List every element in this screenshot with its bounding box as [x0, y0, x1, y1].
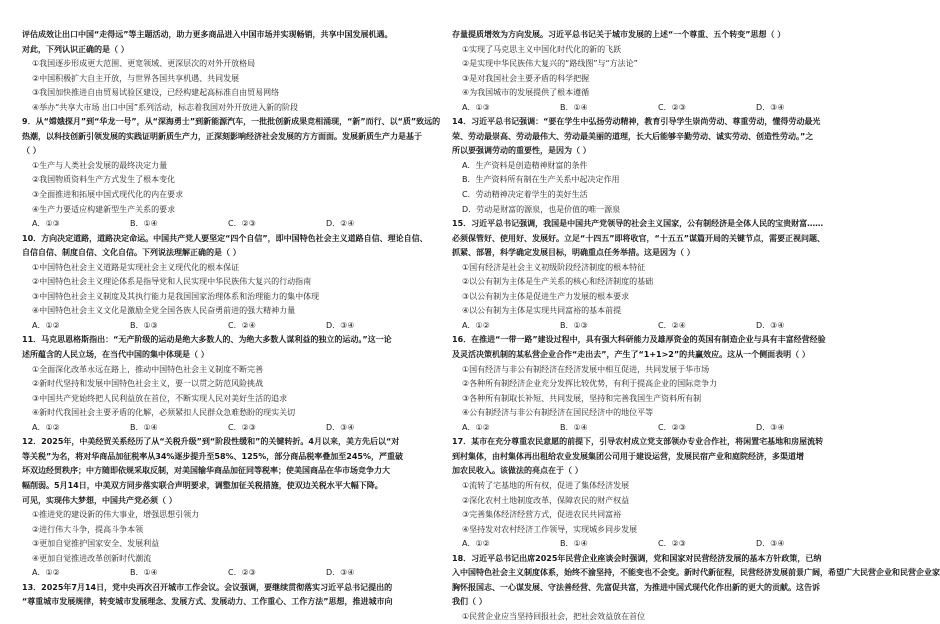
answer-choice: A．①②	[462, 320, 490, 330]
answer-choice: C．②③	[228, 568, 256, 578]
question-line: 存量提质增效为方向发展。习近平总书记关于城市发展的上述“一个尊重、五个转变”思想（ ）	[452, 30, 786, 39]
question-line: “尊重城市发展规律，转变城市发展理念、发展方式、发展动力、工作重心、工作方法”思想，推进城市向	[22, 597, 393, 607]
option-line: ①国有经济与非公有制经济在经济发展中相互促进，共同发展于华市场	[462, 364, 710, 374]
option-line: ①民营企业应当坚持回报社会，把社会效益放在首位	[462, 611, 646, 621]
question-line: 17．某市在充分尊重农民意愿的前提下，引导农村成立党支部领办专业合作社，将闲置宅基地和房屋流转	[452, 437, 824, 447]
option-line: ④举办“共享大市场 出口中国”系列活动，标志着我国对外开放进入新的阶段	[32, 102, 299, 112]
question-line: 到村集体，由村集体再出租给农业发展集团公司用于建设运营，发展民宿产业和庭院经济，多渠道增	[452, 451, 804, 461]
option-line: ④公有制经济与非公有制经济在国民经济中的地位平等	[462, 408, 654, 418]
question-line: 入中国特色社会主义制度体系，始终不渝坚持，不能变也不会变。新时代新征程，民营经济发展前景广阔，希望广大民营企业和民营企业家	[452, 568, 940, 578]
question-line: 等关税”为名，将对华商品加征税率从34%逐步提升至58%、125%，部分商品税率叠加至245%，严重破	[22, 451, 403, 461]
question-line: 9．从“嫦娥探月”到“华龙一号”，从“深海勇士”到新能源汽车，一批批创新成果竞相涌现，“新”而行、以“质”致远的	[22, 117, 441, 127]
option-line: ③以公有制为主体是促进生产力发展的根本要求	[462, 291, 630, 301]
answer-choice: C．②③	[658, 422, 686, 432]
answer-choices	[452, 101, 854, 116]
option-line: ①流转了宅基地的所有权，促进了集体经济发展	[462, 480, 630, 490]
answer-choice: A．①③	[32, 219, 60, 229]
option-line: C．劳动精神决定着学生的美好生活	[462, 190, 588, 200]
option-line: ①中国特色社会主义道路是实现社会主义现代化的根本保证	[32, 262, 240, 272]
answer-choice: A．①②	[32, 320, 60, 330]
right-column	[452, 28, 940, 624]
question-line: 所以要强调劳动的重要性，是因为（ ）	[452, 146, 591, 156]
question-line: 可见，实现伟大梦想，中国共产党必须（ ）	[22, 495, 177, 505]
option-line: ②以公有制为主体是生产关系的核心和经济制度的基础	[462, 277, 654, 287]
option-line: ④为我国城市的发展提供了根本遵循	[462, 88, 590, 98]
left-column	[22, 28, 441, 610]
option-line: ④更加自觉推进改革创新时代潮流	[32, 553, 152, 563]
option-line: ①我国逐步形成更大范围、更宽领域、更深层次的对外开放格局	[32, 59, 256, 69]
option-line: ③中国特色社会主义制度及其执行能力是我国国家治理体系和治理能力的集中体现	[32, 291, 320, 301]
answer-choice: B．①④	[130, 568, 158, 578]
question-line: 及灵活决策机制的某私营企业合作“走出去”，产生了“1+1>2”的共赢效应。这从一个侧面表明（ ）	[452, 350, 810, 360]
question-line: 11．马克思恩格斯指出：“无产阶级的运动是绝大多数人的、为绝大多数人谋利益的独立的运动。”这一论	[22, 335, 392, 345]
question-line: 荣、劳动最崇高、劳动最伟大、劳动最美丽的道理，长大后能够辛勤劳动、诚实劳动、创造性劳动。”之	[452, 131, 814, 141]
option-line: ②进行伟大斗争，提高斗争本领	[32, 524, 144, 534]
option-line: ④生产力要适应构建新型生产关系的要求	[32, 204, 176, 214]
option-line: ③全面推进和拓展中国式现代化的内在要求	[32, 190, 184, 200]
answer-choice: D．③④	[756, 422, 785, 432]
answer-choices	[22, 421, 424, 436]
answer-choice: A．①②	[462, 422, 490, 432]
question-line: 对此，下列认识正确的是（ ）	[22, 44, 129, 54]
option-line: ②我国物质资料生产方式发生了根本变化	[32, 175, 176, 185]
option-line: ③中国共产党始终把人民利益放在首位，不断实现人民对美好生活的追求	[32, 393, 288, 403]
question-line: 自信自信、制度自信、文化自信。下列说法理解正确的是（ ）	[22, 248, 241, 258]
answer-choice: C．②④	[658, 320, 686, 330]
option-line: ④新时代我国社会主要矛盾的化解，必须紧扣人民群众急难愁盼的现实关切	[32, 408, 296, 418]
question-line: （ ）	[22, 146, 41, 156]
answer-choice: A．①②	[32, 422, 60, 432]
answer-choice: C．②③	[658, 102, 686, 112]
question-line: 14．习近平总书记强调：“要在学生中弘扬劳动精神，教育引导学生崇尚劳动、尊重劳动，懂得劳动最光	[452, 117, 821, 127]
answer-choice: B．①④	[130, 422, 158, 432]
option-line: ②中国特色社会主义理论体系是指导党和人民实现中华民族伟大复兴的行动指南	[32, 277, 312, 287]
answer-choice: B．①③	[130, 320, 158, 330]
question-line: 10．方向决定道路，道路决定命运。中国共产党人要坚定“四个自信”，即中国特色社会主义道路自信、理论自信、	[22, 233, 428, 243]
answer-choice: B．①④	[560, 102, 588, 112]
option-line: ③更加自觉推护国家安全、发展利益	[32, 539, 160, 549]
answer-choices	[452, 421, 854, 436]
option-line: ②是实现中华民族伟大复兴的“路线图”与“方法论”	[462, 59, 638, 69]
answer-choice: C．②④	[228, 320, 256, 330]
answer-choice: D．③④	[756, 539, 785, 549]
answer-choice: B．①④	[130, 219, 158, 229]
question-line: 热潮，以科技创新引领发展的实践证明新质生产力，正深刻影响经济社会发展的方方面面。发展新质生产力是基于	[22, 131, 422, 141]
question-line: 胸怀报国志、一心谋发展、守法善经营、先富促共富，为推进中国式现代化作出新的更大的贡献。这告诉	[452, 582, 820, 592]
question-line: 15．习近平总书记强调，我国是中国共产党领导的社会主义国家，公有制经济是全体人民的宝贵财富……	[452, 219, 824, 229]
option-line: D．劳动是财富的源泉，也是价值的唯一源泉	[462, 204, 621, 214]
option-line: ③我国加快推进自由贸易试验区建设，已经构建起高标准自由贸易网络	[32, 88, 280, 98]
answer-choice: B．①④	[560, 422, 588, 432]
question-line: 18．习近平总书记出席2025年民营企业座谈会时强调，党和国家对民营经济发展的基本方针政策，已纳	[452, 553, 822, 563]
answer-choice: D．③④	[756, 320, 785, 330]
option-line: ②中国积极扩大自主开放，与世界各国共享机遇、共同发展	[32, 73, 240, 83]
answer-choice: B．①③	[560, 320, 588, 330]
answer-choice: D．③④	[756, 102, 785, 112]
answer-choice: C．②③	[228, 422, 256, 432]
answer-choice: D．③④	[326, 568, 355, 578]
answer-choice: D．③④	[326, 422, 355, 432]
question-line: 12．2025年，中美经贸关系经历了从“关税升级”到“阶段性缓和”的关键转折。4月以来，美方先后以“对	[22, 437, 400, 447]
question-line: 抓紧、部署，科学确定发展目标，明确重点任务举措。这是因为（ ）	[452, 248, 695, 258]
answer-choice: A．①②	[32, 568, 60, 578]
option-line: ④以公有制为主体是实现共同富裕的基本前提	[462, 306, 622, 316]
question-line: 16．在推进“一带一路”建设过程中，具有强大科研能力及雄厚资金的英国有制造企业与具有丰富经营经验	[452, 335, 826, 345]
answer-choice: D．③④	[326, 320, 355, 330]
question-line: 必须保管好、使用好、发展好。立足“十四五”即将收官，“十五五”谋篇开局的关键节点，需要正视问题、	[452, 233, 826, 243]
option-line: ③完善集体经济经营方式，促进农民共同富裕	[462, 510, 622, 520]
option-line: ①全面深化改革永远在路上，推动中国特色社会主义制度不断完善	[32, 364, 264, 374]
option-line: ④坚持发对农村经济工作领导，实现城乡同步发展	[462, 524, 638, 534]
answer-choice: B．①④	[560, 539, 588, 549]
option-line: ②各种所有制经济企业充分发挥比较优势，有利于提高企业的国际竞争力	[462, 379, 718, 389]
answer-choices	[452, 319, 854, 334]
question-line: 述所蕴含的人民立场，在当代中国的集中体现是（ ）	[22, 350, 209, 360]
option-line: ①实现了马克思主义中国化时代化的新的飞跃	[462, 44, 622, 54]
answer-choices	[22, 217, 424, 232]
option-line: ①国有经济是社会主义初级阶段经济制度的根本特征	[462, 262, 646, 272]
question-line: 加农民收入。该做法的亮点在于（ ）	[452, 466, 583, 476]
question-line: 坏双边经贸秩序；中方随即依规采取反制，对美国输华商品加征同等税率；使美国商品在华市场竞争力大	[22, 466, 390, 476]
option-line: ②深化农村土地制度改革，保障农民的财产权益	[462, 495, 630, 505]
option-line: ②新时代坚持和发展中国特色社会主义，要一以贯之防范风险挑战	[32, 379, 264, 389]
option-line: ③是对我国社会主要矛盾的科学把握	[462, 73, 590, 83]
question-line: 13．2025年7月14日，党中央再次召开城市工作会议。会议强调，要继续贯彻落实习近平总书记提出的	[22, 582, 393, 592]
answer-choice: C．②③	[228, 219, 256, 229]
answer-choice: A．①③	[462, 102, 490, 112]
option-line: ①生产与人类社会发展的最终决定力量	[32, 160, 168, 170]
option-line: ④中国特色社会主义文化是激励全党全国各族人民奋勇前进的强大精神力量	[32, 306, 296, 316]
question-line: 我们（ ）	[452, 597, 487, 607]
option-line: A．生产资料是创造精神财富的条件	[462, 160, 588, 170]
answer-choice: A．①②	[462, 539, 490, 549]
option-line: B．生产资料所有制在生产关系中起决定作用	[462, 175, 620, 185]
question-line: 幅削弱。5月14日，中美双方同步落实联合声明要求，调整加征关税措施，使双边关税水平大幅下降。	[22, 480, 383, 490]
option-line: ③各种所有制取长补短、共同发展，坚持和完善我国生产资料所有制	[462, 393, 702, 403]
answer-choice: C．②③	[658, 539, 686, 549]
answer-choices	[22, 319, 424, 334]
answer-choice: D．②④	[326, 219, 355, 229]
answer-choices	[22, 566, 424, 581]
answer-choices	[452, 537, 854, 552]
option-line: ①推进党的建设新的伟大事业，增强思想引领力	[32, 510, 200, 520]
question-line: 评估成效让出口中国“走得远”等主题活动，助力更多商品进入中国市场并实现畅销，共享中国发展机遇。	[22, 30, 393, 39]
